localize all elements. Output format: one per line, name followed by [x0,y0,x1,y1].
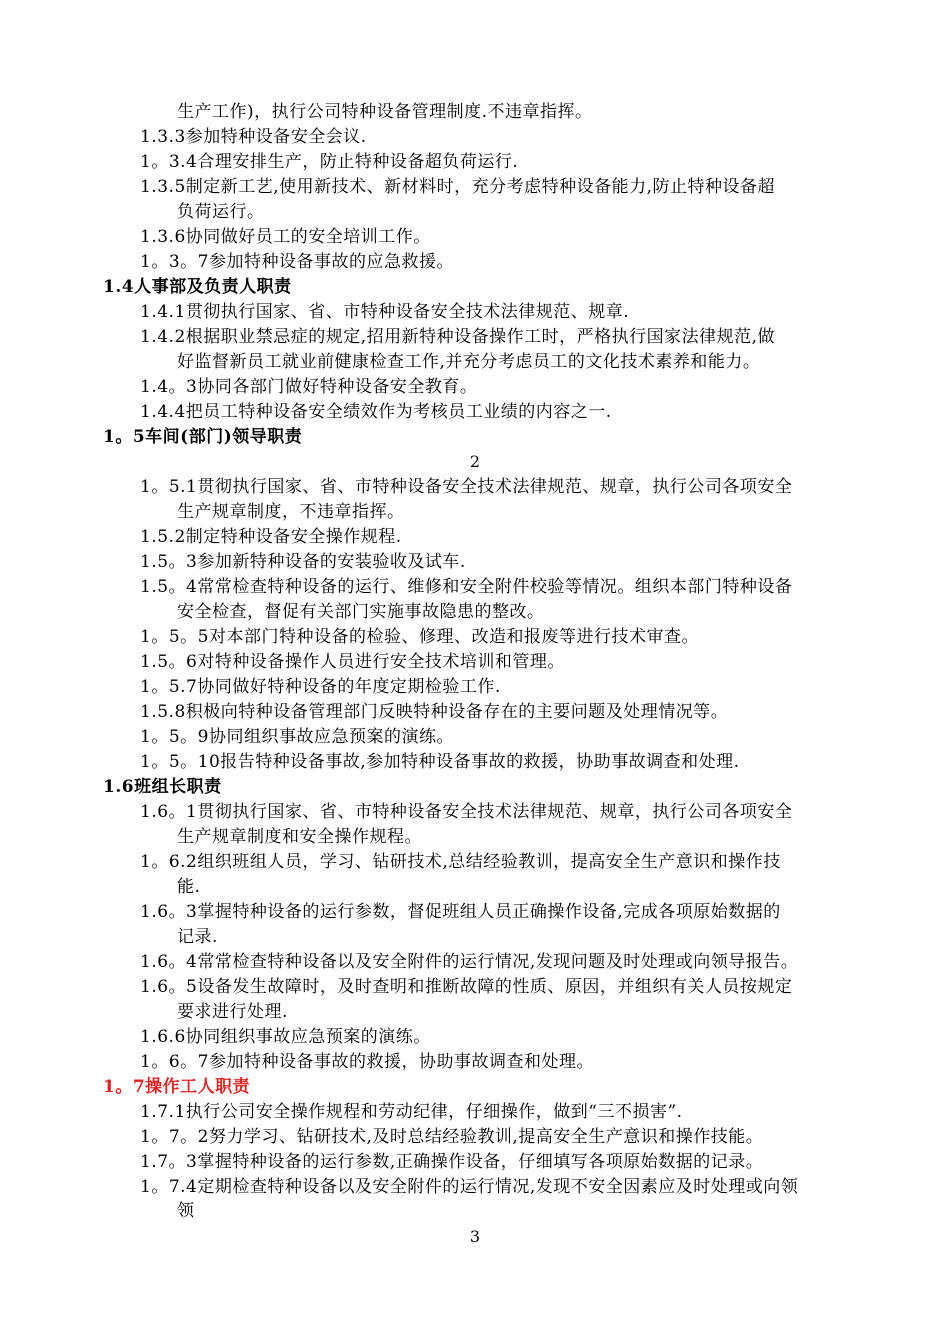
text-line: 生产规章制度和安全操作规程。 [177,827,422,847]
text-line: 1。6.2组织班组人员，学习、钻研技术,总结经验教训，提高安全生产意识和操作技 [140,852,781,872]
text-line: 能. [177,877,201,897]
text-line: 1。5.7协同做好特种设备的年度定期检验工作. [140,677,501,697]
page-number: 3 [469,1227,481,1246]
text-line: 1。5。10报告特种设备事故,参加特种设备事故的救援，协助事故调查和处理. [140,752,740,772]
text-line: 1.3.6协同做好员工的安全培训工作。 [140,227,431,247]
section-heading: 1。5车间(部门)领导职责 [103,427,303,447]
text-line: 1.3.5制定新工艺,使用新技术、新材料时，充分考虑特种设备能力,防止特种设备超 [140,177,776,197]
text-line: 1。5.1贯彻执行国家、省、市特种设备安全技术法律规范、规章，执行公司各项安全 [140,477,793,497]
text-line: 1.4.2根据职业禁忌症的规定,招用新特种设备操作工时，严格执行国家法律规范,做 [140,327,776,347]
text-line: 好监督新员工就业前健康检查工作,并充分考虑员工的文化技术素养和能力。 [177,352,761,372]
text-line: 1。3.4合理安排生产，防止特种设备超负荷运行. [140,152,519,172]
text-line: 1.7。3掌握特种设备的运行参数,正确操作设备，仔细填写各项原始数据的记录。 [140,1152,764,1172]
text-line: 1.5.2制定特种设备安全操作规程. [140,527,402,547]
text-line: 1.4.1贯彻执行国家、省、市特种设备安全技术法律规范、规章. [140,302,630,322]
text-line: 记录. [177,927,218,947]
text-line: 1。7.4定期检查特种设备以及安全附件的运行情况,发现不安全因素应及时处理或向领 [140,1177,799,1197]
section-heading: 1。7操作工人职责 [103,1077,251,1097]
text-line: 生产规章制度，不违章指挥。 [177,502,405,522]
text-line: 1。7。2努力学习、钻研技术,及时总结经验教训,提高安全生产意识和操作技能。 [140,1127,764,1147]
text-line: 1。5。9协同组织事故应急预案的演练。 [140,727,454,747]
text-line: 要求进行处理. [177,1002,288,1022]
text-line: 1.5。4常常检查特种设备的运行、维修和安全附件校验等情况。组织本部门特种设备 [140,577,793,597]
section-heading: 1.4人事部及负责人职责 [103,277,292,297]
text-line: 1。6。7参加特种设备事故的救援，协助事故调查和处理。 [140,1052,594,1072]
text-line: 1.6。3掌握特种设备的运行参数，督促班组人员正确操作设备,完成各项原始数据的 [140,902,781,922]
text-line: 1。3。7参加特种设备事故的应急救援。 [140,252,454,272]
text-line: 1。5。5对本部门特种设备的检验、修理、改造和报废等进行技术审查。 [140,627,699,647]
text-line: 1.6。1贯彻执行国家、省、市特种设备安全技术法律规范、规章，执行公司各项安全 [140,802,793,822]
page-number: 2 [469,452,481,471]
text-line: 负荷运行。 [177,202,265,222]
text-line: 1.4.4把员工特种设备安全绩效作为考核员工业绩的内容之一. [140,402,612,422]
text-line: 1.6。5设备发生故障时，及时查明和推断故障的性质、原因，并组织有关人员按规定 [140,977,793,997]
text-line: 1.7.1执行公司安全操作规程和劳动纪律，仔细操作，做到“三不损害”. [140,1102,683,1122]
section-heading: 1.6班组长职责 [103,777,222,797]
text-line: 1.6.6协同组织事故应急预案的演练。 [140,1027,431,1047]
text-line: 1.5。6对特种设备操作人员进行安全技术培训和管理。 [140,652,565,672]
text-line: 1.3.3参加特种设备安全会议. [140,127,367,147]
text-line: 领 [177,1201,195,1221]
text-line: 1.4。3协同各部门做好特种设备安全教育。 [140,377,478,397]
text-line: 1.5。3参加新特种设备的安装验收及试车. [140,552,466,572]
text-line: 安全检查，督促有关部门实施事故隐患的整改。 [177,602,545,622]
text-line: 1.6。4常常检查特种设备以及安全附件的运行情况,发现问题及时处理或向领导报告。 [140,952,799,972]
text-line: 生产工作)，执行公司特种设备管理制度.不违章指挥。 [177,102,593,122]
text-line: 1.5.8积极向特种设备管理部门反映特种设备存在的主要问题及处理情况等。 [140,702,729,722]
